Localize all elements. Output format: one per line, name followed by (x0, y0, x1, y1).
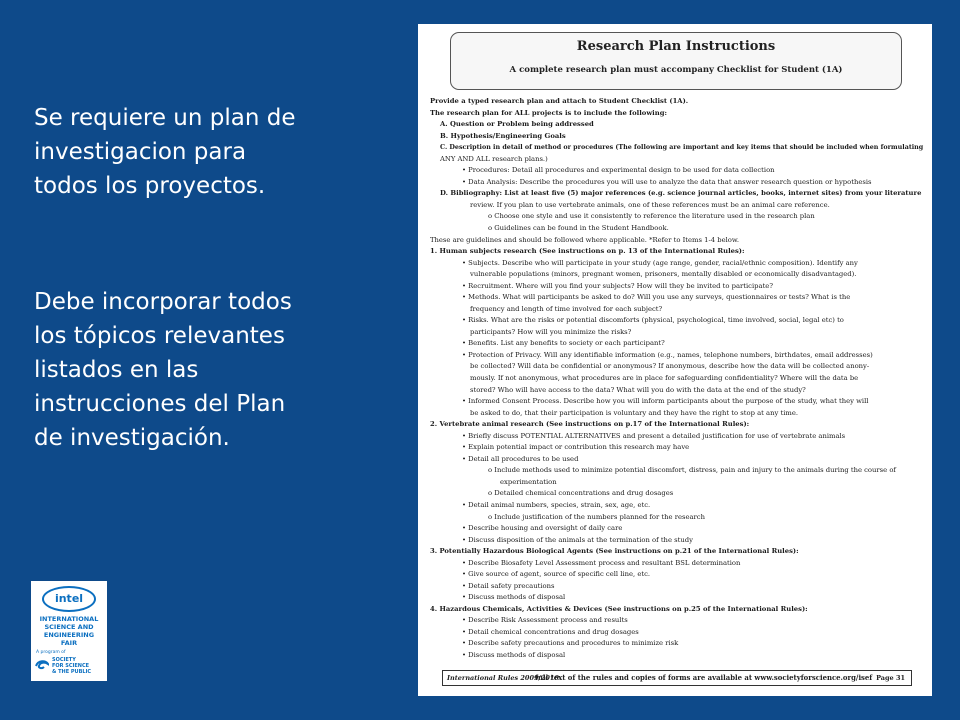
logo-text-line: & THE PUBLIC (52, 669, 92, 675)
intel-logo (42, 586, 96, 612)
document-footer (442, 670, 912, 686)
document-line: stored? Who will have access to the data? What will you do with the data at the end of the study? (470, 385, 806, 394)
document-line: review. If you plan to use vertebrate animals, one of these references must be an animal care reference. (470, 200, 830, 209)
document-line: be asked to do, that their participation is voluntary and they have the right to stop at any time. (470, 408, 799, 417)
document-line: • Recruitment. Where will you find your subjects? How will they be invited to participate? (462, 281, 773, 290)
document-line: • Give source of agent, source of specific cell line, etc. (462, 570, 651, 579)
document-line: • Briefly discuss POTENTIAL ALTERNATIVES and present a detailed justification for use of vertebrate animals (462, 431, 846, 440)
intro-line: de investigación. (34, 425, 230, 451)
document-line: • Describe Risk Assessment process and results (462, 616, 628, 625)
document-line: Provide a typed research plan and attach to Student Checklist (1A). (430, 97, 689, 105)
document-line: • Describe housing and oversight of daily care (462, 524, 623, 533)
document-line: mously. If not anonymous, what procedures are in place for safeguarding confidentiality? Where will the data be (470, 374, 859, 382)
logo-text-line: INTERNATIONAL (39, 615, 99, 623)
document-line: participants? How will you minimize the risks? (470, 327, 632, 336)
document-line: experimentation (500, 477, 557, 486)
document-line: • Methods. What will participants be asked to do? Will you use any surveys, questionnaires or tests? What is the (462, 293, 851, 302)
document-line: • Discuss methods of disposal (462, 593, 566, 602)
document-subtitle: A complete research plan must accompany Checklist for Student (1A) (509, 65, 843, 75)
document-line: o Detailed chemical concentrations and drug dosages (488, 489, 674, 498)
swirl-icon (35, 659, 49, 671)
intro-paragraph-2 (34, 285, 384, 455)
document-line: • Describe safety precautions and procedures to minimize risk (462, 639, 679, 648)
intro-line: Se requiere un plan de (34, 105, 296, 131)
document-line: be collected? Will data be confidential or anonymous? If anonymous, describe how the data will be collected anony- (470, 362, 870, 371)
document-line: • Subjects. Describe who will participate in your study (age range, gender, racial/ethnic composition). Identify any (462, 258, 858, 267)
document-line: These are guidelines and should be followed where applicable. *Refer to Items 1-4 below. (430, 235, 740, 244)
footer-rules-edition: International Rules 2009/2010 (447, 674, 559, 682)
society-wordmark (52, 657, 91, 675)
document-line: frequency and length of time involved for each subject? (470, 304, 663, 313)
document-line: • Benefits. List any benefits to society or each participant? (462, 339, 665, 348)
document-line: • Protection of Privacy. Will any identifiable information (e.g., names, telephone numbers, birthdates, email addresses) (462, 350, 873, 359)
intro-paragraph-1 (34, 101, 384, 203)
intro-line: los tópicos relevantes (34, 323, 285, 349)
intro-line: Debe incorporar todos (34, 289, 292, 315)
footer-page-number: Page 31 (876, 674, 905, 682)
program-of-label: A program of (36, 650, 66, 655)
document-line: vulnerable populations (minors, pregnant women, prisoners, mentally disabled or economically disadvantaged). (470, 270, 857, 279)
document-line: • Procedures: Detail all procedures and experimental design to be used for data collection (462, 166, 775, 175)
document-line: o Include methods used to minimize potential discomfort, distress, pain and injury to the animals during the course of (488, 466, 896, 475)
intro-line: todos los proyectos. (34, 173, 266, 199)
logo-text-line: ENGINEERING (43, 631, 95, 639)
intro-line: investigacion para (34, 139, 247, 165)
research-plan-document (418, 24, 932, 696)
society-logo (35, 657, 105, 677)
logo-text-line: SOCIETY (52, 657, 76, 663)
logo-text-line: SCIENCE AND (44, 623, 94, 631)
intel-wordmark: intel (54, 592, 84, 605)
intro-line: instrucciones del Plan (34, 391, 286, 417)
document-line: 1. Human subjects research (See instructions on p. 13 of the International Rules): (430, 247, 745, 256)
document-line: • Detail chemical concentrations and drug dosages (462, 627, 639, 636)
document-line: • Detail animal numbers, species, strain, sex, age, etc. (462, 500, 651, 509)
document-header (450, 32, 902, 90)
document-line: • Discuss methods of disposal (462, 651, 566, 659)
document-line: • Risks. What are the risks or potential discomforts (physical, psychological, time involved, social, legal etc) to (462, 316, 844, 325)
document-line: • Discuss disposition of the animals at the termination of the study (462, 535, 693, 544)
document-line: • Detail all procedures to be used (462, 454, 579, 463)
document-line: The research plan for ALL projects is to include the following: (430, 108, 667, 117)
document-line: • Data Analysis: Describe the procedures you will use to analyze the data that answer research question or hypothesis (462, 177, 872, 186)
document-line: 2. Vertebrate animal research (See instructions on p.17 of the International Rules): (430, 420, 750, 429)
footer-url-note: full text of the rules and copies of forms are available at www.societyforscience.org/isef (535, 673, 873, 682)
document-line: o Choose one style and use it consistently to reference the literature used in the research plan (488, 212, 815, 221)
document-line: • Describe Biosafety Level Assessment process and resultant BSL determination (462, 558, 741, 567)
document-line: C. Description in detail of method or procedures (The following are important and key items that should be included when formulating (440, 143, 924, 152)
document-line: A. Question or Problem being addressed (440, 120, 594, 129)
isef-wordmark (34, 615, 104, 647)
document-line: D. Bibliography: List at least five (5) major references (e.g. science journal articles, books, internet sites) from your literature (440, 189, 922, 198)
document-line: o Include justification of the numbers planned for the research (488, 512, 705, 521)
document-line: B. Hypothesis/Engineering Goals (440, 131, 566, 140)
document-line: • Detail safety precautions (462, 581, 555, 590)
document-line: • Explain potential impact or contribution this research may have (462, 443, 690, 452)
intro-line: listados en las (34, 357, 199, 383)
document-line: o Guidelines can be found in the Student Handbook. (488, 223, 669, 232)
document-line: 3. Potentially Hazardous Biological Agents (See instructions on p.21 of the International Rules): (430, 547, 799, 556)
document-line: • Informed Consent Process. Describe how you will inform participants about the purpose of the study, what they will (462, 397, 869, 406)
document-title: Research Plan Instructions (576, 39, 776, 54)
document-line: 4. Hazardous Chemicals, Activities & Devices (See instructions on p.25 of the International Rules): (430, 604, 808, 613)
logo-text-line: FOR SCIENCE (52, 663, 90, 669)
logo-text-line: FAIR (60, 639, 78, 647)
document-line: ANY AND ALL research plans.) (440, 154, 548, 163)
isef-logo (31, 581, 107, 681)
